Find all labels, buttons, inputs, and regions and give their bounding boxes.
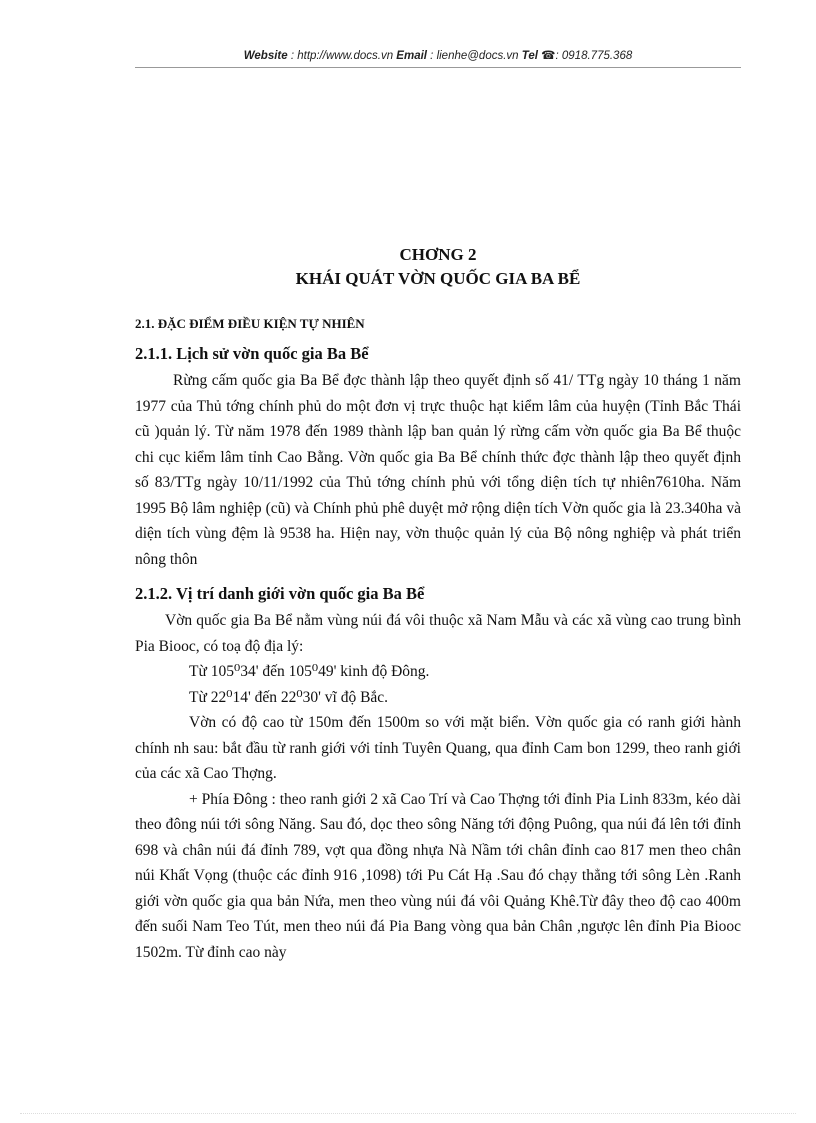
chapter-title: KHÁI QUÁT VỜN QUỐC GIA BA BỂ (295, 269, 581, 288)
document-body (135, 316, 741, 965)
chapter-heading (135, 243, 741, 291)
phone-icon: ☎ (541, 50, 556, 62)
email-label: Email (396, 50, 427, 62)
coordinate-latitude: Từ 22⁰14' đến 22⁰30' vĩ độ Bắc. (189, 688, 389, 706)
website-label: Website (243, 50, 288, 62)
tel-label: Tel (521, 50, 538, 62)
history-paragraph: Rừng cấm quốc gia Ba Bể đợc thành lập theo quyết định số 41/ TTg ngày 10 tháng 1 năm 1977 của Thủ tớng chính phủ do một đơn vị trực thuộc hạt kiểm lâm của huyện (Tỉnh Bắc Thái cũ )quản lý. Từ năm 1978 đến 1989 thành lập ban quản lý rừng cấm vờn quốc gia Ba Bể thuộc chi cục kiểm lâm tỉnh Cao Bằng. Vờn quốc gia Ba Bể chính thức đợc thành lập theo quyết định số 83/TTg ngày 10/11/1992 của Thủ tớng chính phủ với tổng diện tích tự nhiên7610ha. Năm 1995 Bộ lâm nghiệp (cũ) và Chính phủ phê duyệt mở rộng diện tích Vờn quốc gia là 23.340ha và diện tích vùng đệm là 9538 ha. Hiện nay, vờn thuộc quản lý của Bộ nông nghiệp và phát triển nông thôn (135, 372, 741, 568)
spacer (135, 572, 741, 582)
section-heading: 2.1. ĐẶC ĐIỂM ĐIỀU KIỆN TỰ NHIÊN (135, 316, 365, 331)
subsection-heading-history: 2.1.1. Lịch sử vờn quốc gia Ba Bể (135, 344, 369, 363)
east-boundary-paragraph: + Phía Đông : theo ranh giới 2 xã Cao Trí và Cao Thợng tới đỉnh Pia Linh 833m, kéo dài theo đông núi tới sông Năng. Sau đó, dọc theo sông Năng tới động Puông, qua núi đá lên tới đỉnh 698 và chân núi đá đỉnh 789, vợt qua đồng nhựa Nà Nầm tới chân đỉnh cao 817 men theo chân núi Khất Vọng (thuộc các đỉnh 916 ,1098) tới Pu Cát Hạ .Sau đó chạy thẳng tới sông Lèn .Ranh giới vờn quốc gia qua bản Nứa, men theo vùng núi đá vôi Quảng Khê.Từ đây theo độ cao 400m đến suối Nam Teo Tút, men theo núi đá Pia Bang vòng qua bản Chân ,ngược lên đỉnh Pia Biooc 1502m. Từ đỉnh cao này (135, 790, 741, 961)
website-value: : http://www.docs.vn (287, 50, 397, 62)
email-value: : lienhe@docs.vn (426, 50, 522, 62)
page-header (135, 48, 741, 62)
subsection-heading-location: 2.1.2. Vị trí danh giới vờn quốc gia Ba Bể (135, 584, 425, 603)
footer-dotted-line (20, 1113, 796, 1114)
header-divider (135, 67, 741, 68)
elevation-paragraph: Vờn có độ cao từ 150m đến 1500m so với mặt biển. Vờn quốc gia có ranh giới hành chính nh sau: bắt đầu từ ranh giới với tỉnh Tuyên Quang, qua đỉnh Cam bon 1299, theo ranh giới của các xã Cao Thợng. (135, 714, 741, 782)
coordinate-longitude: Từ 105⁰34' đến 105⁰49' kinh độ Đông. (189, 663, 430, 680)
chapter-number: CHƠNG 2 (399, 245, 477, 264)
location-intro: Vờn quốc gia Ba Bể nằm vùng núi đá vôi thuộc xã Nam Mẫu và các xã vùng cao trung bình Pia Biooc, có toạ độ địa lý: (135, 612, 741, 655)
tel-value: : 0918.775.368 (555, 50, 633, 62)
